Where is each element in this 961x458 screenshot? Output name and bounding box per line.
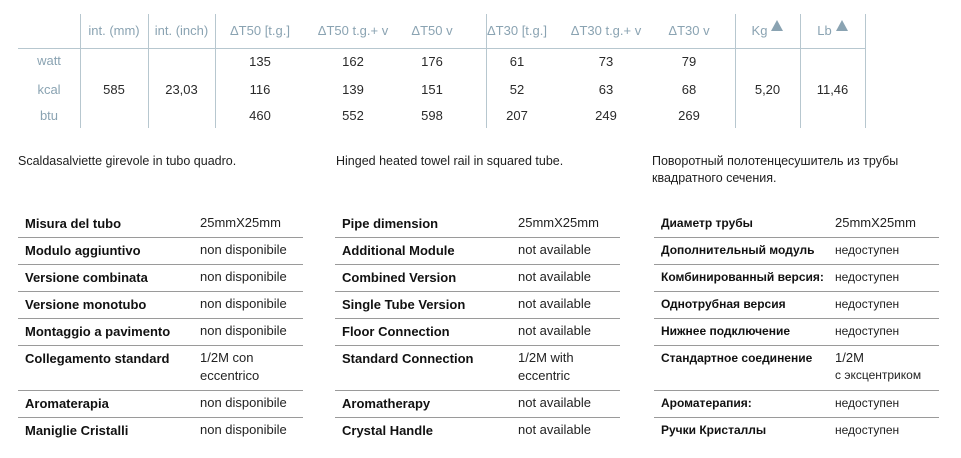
- property-value: 25mmX25mm: [518, 215, 599, 230]
- header-dt50-v: ΔT50 v: [411, 23, 453, 38]
- property-value: недоступен: [835, 297, 900, 311]
- description-en: Hinged heated towel rail in squared tube.: [336, 154, 564, 168]
- property-value: not available: [518, 422, 591, 437]
- int-mm-value: 585: [103, 82, 125, 97]
- property-label: Дополнительный модуль: [661, 243, 815, 257]
- weight-icon: [836, 20, 848, 31]
- property-value: недоступен: [835, 396, 900, 410]
- header-dt30-v: ΔT30 v: [668, 23, 710, 38]
- property-label: Ручки Кристаллы: [661, 423, 767, 437]
- list-item: [654, 418, 939, 444]
- list-item: [18, 265, 303, 292]
- list-item: [335, 346, 620, 391]
- list-item: [335, 265, 620, 292]
- property-value: недоступен: [835, 324, 900, 338]
- list-item: [335, 319, 620, 346]
- property-value: non disponibile: [200, 269, 287, 284]
- list-item: [654, 238, 939, 265]
- property-label: Single Tube Version: [342, 297, 466, 312]
- header-lb: [800, 14, 865, 48]
- header-dt50-tgv: ΔT50 t.g.+ v: [317, 23, 389, 38]
- properties-ru: [654, 211, 939, 444]
- list-item: [654, 391, 939, 418]
- list-item: [18, 292, 303, 319]
- property-label: Combined Version: [342, 270, 457, 285]
- properties-it: [18, 211, 303, 444]
- table-cell: 176: [421, 54, 443, 69]
- property-value: non disponibile: [200, 242, 287, 257]
- property-label: Versione monotubo: [25, 297, 147, 312]
- property-label: Standard Connection: [342, 351, 474, 366]
- list-item: [18, 319, 303, 346]
- property-value: not available: [518, 242, 591, 257]
- property-label: Additional Module: [342, 243, 455, 258]
- table-cell: 151: [421, 82, 443, 97]
- table-cell: 52: [509, 82, 525, 97]
- description-ru: Поворотный полотенцесушитель из трубы квадратного сечения.: [652, 154, 899, 185]
- property-value: недоступен: [835, 270, 900, 284]
- property-label: Collegamento standard: [25, 351, 170, 366]
- property-label: Pipe dimension: [342, 216, 439, 231]
- property-value: 1/2M con: [200, 350, 254, 365]
- spec-table: [18, 14, 866, 128]
- list-item: [18, 238, 303, 265]
- header-dt30-tgv: ΔT30 t.g.+ v: [570, 23, 642, 38]
- property-label: Maniglie Cristalli: [25, 423, 129, 438]
- weight-icon: [771, 20, 783, 31]
- property-value: 1/2M with: [518, 350, 574, 365]
- list-item: [654, 346, 939, 391]
- property-label: Crystal Handle: [342, 423, 434, 438]
- row-label-btu: btu: [39, 108, 59, 123]
- list-item: [18, 346, 303, 391]
- table-cell: 73: [598, 54, 614, 69]
- table-cell: 116: [249, 82, 271, 97]
- property-label: Нижнее подключение: [661, 324, 791, 338]
- list-item: [335, 211, 620, 238]
- property-value: недоступен: [835, 423, 900, 437]
- list-item: [654, 211, 939, 238]
- list-item: [654, 292, 939, 319]
- row-label-kcal: kcal: [37, 82, 61, 97]
- table-cell: 598: [421, 108, 443, 123]
- property-value: non disponibile: [200, 296, 287, 311]
- property-label: Floor Connection: [342, 324, 450, 339]
- list-item: [18, 211, 303, 238]
- property-value: non disponibile: [200, 323, 287, 338]
- table-cell: 207: [506, 108, 528, 123]
- list-item: [18, 418, 303, 444]
- property-label: Однотрубная версия: [661, 297, 786, 311]
- list-item: [654, 319, 939, 346]
- list-item: [654, 265, 939, 292]
- property-value: not available: [518, 296, 591, 311]
- property-value-line2: с эксцентриком: [835, 368, 922, 382]
- property-label: Ароматерапия:: [661, 396, 752, 410]
- list-item: [335, 391, 620, 418]
- header-kg-label: Kg: [751, 23, 768, 38]
- table-cell: 68: [681, 82, 697, 97]
- property-label: Versione combinata: [25, 270, 148, 285]
- row-label-watt: watt: [37, 53, 61, 68]
- property-value: non disponibile: [200, 422, 287, 437]
- property-value-line2: eccentric: [518, 368, 571, 383]
- list-item: [335, 418, 620, 444]
- header-dt50-tg: ΔT50 [t.g.]: [230, 23, 290, 38]
- properties-en: [335, 211, 620, 444]
- grid-line: [215, 14, 216, 128]
- list-item: [335, 292, 620, 319]
- property-label: Misura del tubo: [25, 216, 122, 231]
- header-kg: [735, 14, 800, 48]
- property-value: 25mmX25mm: [200, 215, 281, 230]
- int-inch-value: 23,03: [165, 82, 198, 97]
- property-label: Aromatherapy: [342, 396, 431, 411]
- header-dt30-tg: ΔT30 [t.g.]: [487, 23, 547, 38]
- grid-line: [865, 14, 866, 128]
- table-cell: 460: [249, 108, 271, 123]
- header-lb-label: Lb: [817, 23, 832, 38]
- table-cell: 552: [342, 108, 364, 123]
- list-item: [18, 391, 303, 418]
- table-cell: 79: [681, 54, 697, 69]
- header-int-inch: int. (inch): [154, 23, 209, 38]
- list-item: [335, 238, 620, 265]
- property-value: not available: [518, 323, 591, 338]
- property-label: Комбинированный версия:: [661, 270, 824, 284]
- property-value: 1/2M: [835, 350, 864, 365]
- property-value: 25mmX25mm: [835, 215, 916, 230]
- property-value: недоступен: [835, 243, 900, 257]
- table-cell: 162: [342, 54, 364, 69]
- header-int-mm: int. (mm): [88, 23, 140, 38]
- table-cell: 249: [595, 108, 617, 123]
- property-value: not available: [518, 269, 591, 284]
- table-cell: 61: [509, 54, 525, 69]
- kg-value: 5,20: [754, 82, 781, 97]
- property-label: Montaggio a pavimento: [25, 324, 171, 339]
- table-cell: 63: [598, 82, 614, 97]
- table-cell: 139: [342, 82, 364, 97]
- property-value: non disponibile: [200, 395, 287, 410]
- table-cell: 135: [249, 54, 271, 69]
- property-label: Диаметр трубы: [661, 216, 753, 230]
- property-label: Стандартное соединение: [661, 351, 813, 365]
- description-it: Scaldasalviette girevole in tubo quadro.: [18, 154, 237, 168]
- property-value: not available: [518, 395, 591, 410]
- property-label: Aromaterapia: [25, 396, 109, 411]
- table-cell: 269: [678, 108, 700, 123]
- property-label: Modulo aggiuntivo: [25, 243, 141, 258]
- lb-value: 11,46: [816, 82, 849, 97]
- property-value-line2: eccentrico: [200, 368, 260, 383]
